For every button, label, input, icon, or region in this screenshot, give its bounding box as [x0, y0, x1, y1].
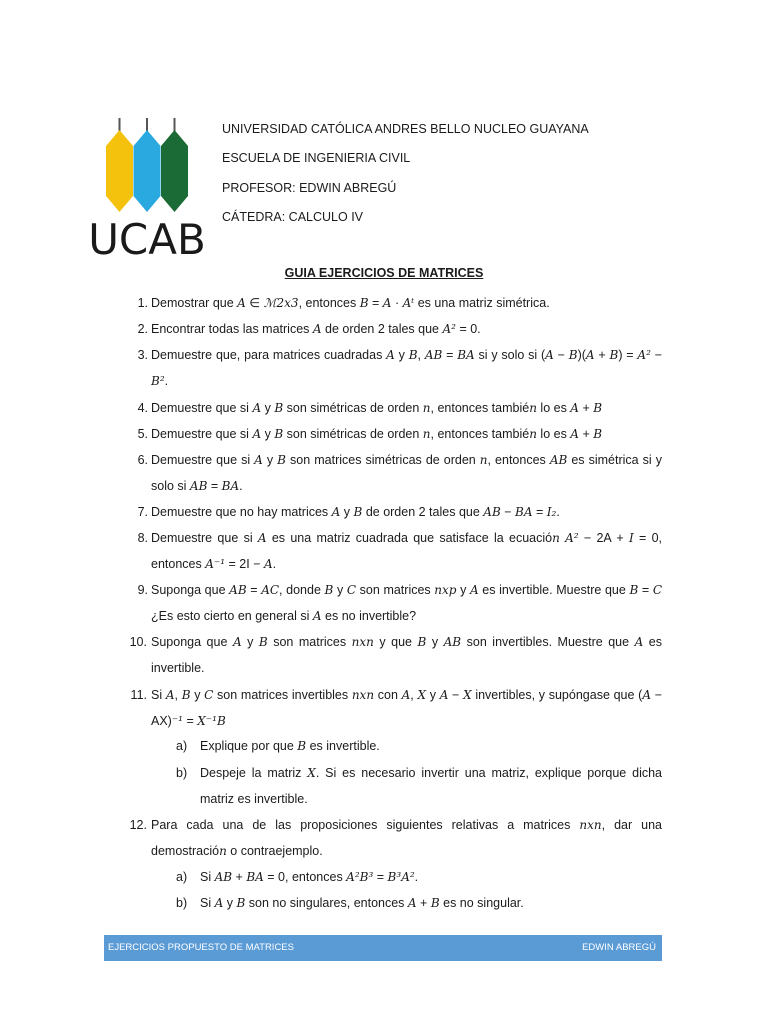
document-header — [222, 121, 589, 238]
exercise-text: Encontrar todas las matrices A de orden 2 tales que A² = 0. — [151, 322, 481, 336]
logo-text: UCAB — [88, 215, 206, 260]
exercise-9: 9. Suponga que AB = AC, donde B y C son matrices nxp y A es invertible. Muestre que B = C ¿Es esto cierto en general si A es no invertible? — [137, 583, 663, 623]
footer-author: EDWIN ABREGÚ — [582, 942, 656, 953]
exercise-text: Demuestre que no hay matrices A y B de orden 2 tales que AB − BA = I₂. — [151, 505, 560, 519]
logo-banner-blue — [134, 118, 161, 212]
exercise-12-part-b: b) Si A y B son no singulares, entonces A + B es no singular. — [176, 896, 524, 910]
school-name: ESCUELA DE INGENIERIA CIVIL — [222, 151, 411, 166]
professor-name: PROFESOR: EDWIN ABREGÚ — [222, 180, 397, 195]
logo-banner-yellow — [106, 118, 133, 212]
exercise-8: 8. Demuestre que si A es una matriz cuadrada que satisface la ecuación A² − 2A + I = 0, entonces A⁻¹ = 2I − A. — [137, 531, 663, 571]
university-name: UNIVERSIDAD CATÓLICA ANDRES BELLO NUCLEO GUAYANA — [222, 122, 589, 136]
subpart-text: Si A y B son no singulares, entonces A + B es no singular. — [200, 896, 524, 910]
exercise-text: Demuestre que si A y B son matrices simétricas de orden n, entonces AB es simétrica si y solo si AB = BA. — [151, 453, 662, 493]
exercise-text: Para cada una de las proposiciones siguientes relativas a matrices nxn, dar una demostración o contraejemplo. — [151, 818, 662, 858]
logo-banner-green — [161, 118, 188, 212]
exercise-12-part-a: a) Si AB + BA = 0, entonces A²B³ = B³A². — [176, 870, 419, 884]
exercise-text: Demuestre que si A es una matriz cuadrada que satisface la ecuación A² − 2A + I = 0, entonces A⁻¹ = 2I − A. — [151, 531, 663, 571]
exercise-text: Demuestre que si A y B son simétricas de orden n, entonces también lo es A + B — [151, 427, 603, 441]
subpart-text: Si AB + BA = 0, entonces A²B³ = B³A². — [200, 870, 419, 884]
page-footer — [104, 935, 662, 961]
exercise-2: 2. Encontrar todas las matrices A de orden 2 tales que A² = 0. — [137, 322, 481, 336]
exercise-4: 4. Demuestre que si A y B son simétricas de orden n, entonces también lo es A + B — [137, 401, 603, 415]
course-name: CÁTEDRA: CALCULO IV — [222, 209, 364, 224]
exercise-text: Demostrar que A ∈ ℳ2x3, entonces B = A · Aᵗ es una matriz simétrica. — [151, 296, 550, 310]
subpart-text: Explique por que B es invertible. — [200, 739, 380, 753]
exercise-text: Demuestre que si A y B son simétricas de orden n, entonces también lo es A + B — [151, 401, 603, 415]
exercise-11: 11. Si A, B y C son matrices invertibles nxn con A, X y A − X invertibles, y supóngase que (A − AX)⁻¹ = X⁻¹B — [130, 688, 663, 728]
exercise-10: 10. Suponga que A y B son matrices nxn y que B y AB son invertibles. Muestre que A es invertible. — [129, 635, 662, 675]
subpart-text: Despeje la matriz X. Si es necesario invertir una matriz, explique porque dicha matriz es invertible. — [200, 766, 662, 806]
exercise-6: 6. Demuestre que si A y B son matrices simétricas de orden n, entonces AB es simétrica si y solo si AB = BA. — [137, 453, 662, 493]
exercise-1: 1. Demostrar que A ∈ ℳ2x3, entonces B = A · Aᵗ es una matriz simétrica. — [137, 296, 550, 310]
page-title: GUIA EJERCICIOS DE MATRICES — [284, 266, 484, 280]
exercise-3: 3. Demuestre que, para matrices cuadradas A y B, AB = BA si y solo si (A − B)(A + B) = A² − B². — [137, 348, 663, 388]
exercise-11-part-b: b) Despeje la matriz X. Si es necesario invertir una matriz, explique porque dicha matriz es invertible. — [176, 766, 662, 806]
exercise-text: Si A, B y C son matrices invertibles nxn con A, X y A − X invertibles, y supóngase que (A − AX)⁻¹ = X⁻¹B — [151, 688, 663, 728]
exercise-text: Demuestre que, para matrices cuadradas A y B, AB = BA si y solo si (A − B)(A + B) = A² − B². — [151, 348, 663, 388]
ucab-logo — [80, 118, 215, 260]
exercise-text: Suponga que A y B son matrices nxn y que B y AB son invertibles. Muestre que A es invertible. — [151, 635, 662, 675]
exercise-11-part-a: a) Explique por que B es invertible. — [176, 739, 380, 753]
exercise-5: 5. Demuestre que si A y B son simétricas de orden n, entonces también lo es A + B — [137, 427, 603, 441]
exercise-text: Suponga que AB = AC, donde B y C son matrices nxp y A es invertible. Muestre que B = C ¿Es esto cierto en general si A es no invertible? — [151, 583, 663, 623]
footer-title: EJERCICIOS PROPUESTO DE MATRICES — [108, 942, 294, 953]
exercise-7: 7. Demuestre que no hay matrices A y B de orden 2 tales que AB − BA = I₂. — [137, 505, 560, 519]
exercise-12: 12. Para cada una de las proposiciones siguientes relativas a matrices nxn, dar una demostración o contraejemplo. — [129, 818, 662, 858]
